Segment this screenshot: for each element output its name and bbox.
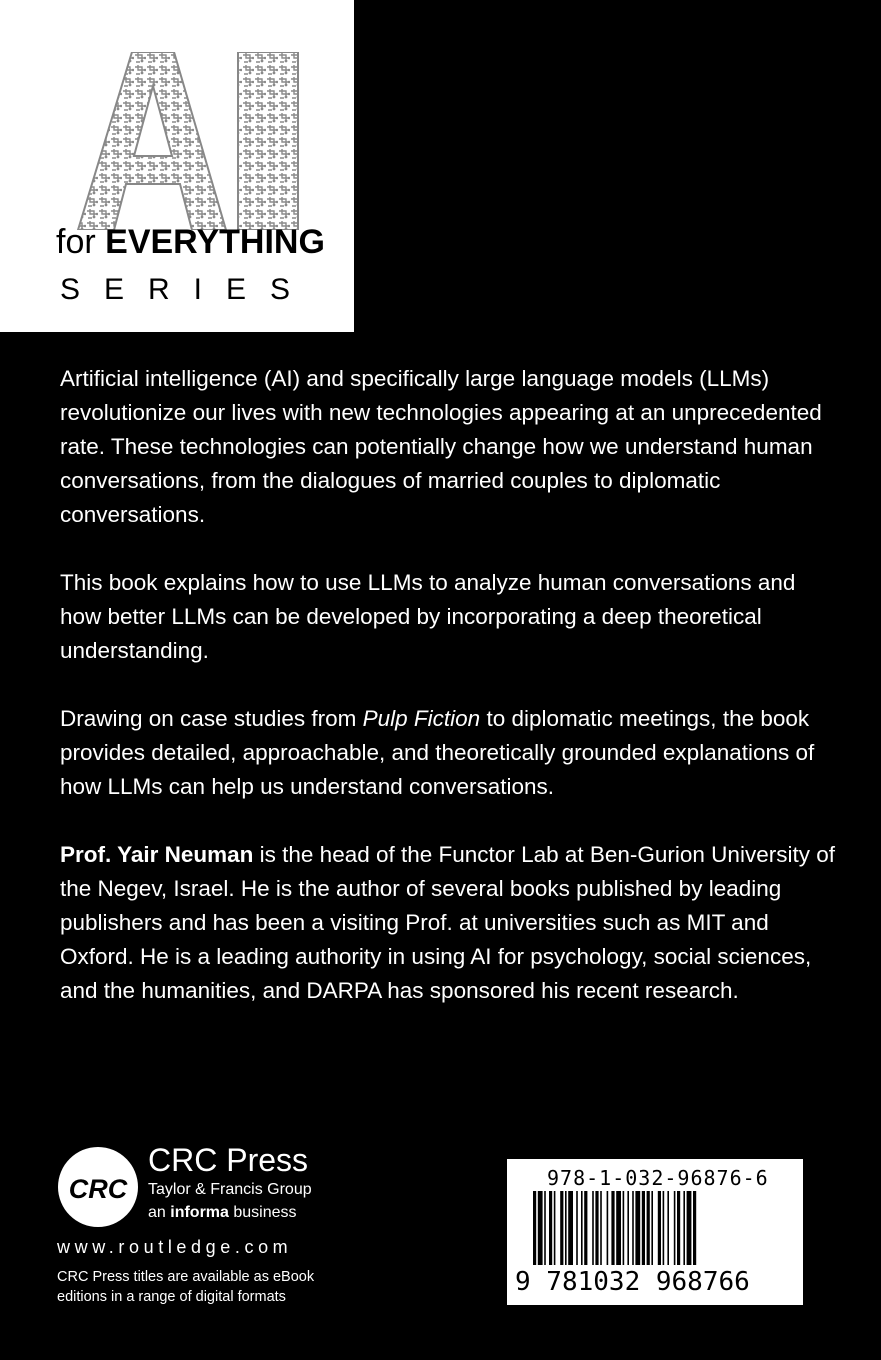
barcode-bar — [595, 1191, 598, 1265]
series-everything-word: EVERYTHING — [105, 223, 325, 261]
barcode-bar — [584, 1191, 587, 1265]
barcode-bar — [623, 1191, 625, 1265]
barcode-bar — [635, 1191, 640, 1265]
series-logo-panel — [0, 0, 354, 332]
ai-circuit-logo — [74, 52, 302, 230]
blurb-paragraph-1: Artificial intelligence (AI) and specifically large language models (LLMs) revolutionize our lives with new technologies appearing at an unprecedented rate. These technologies can potentially change how we understand human conversations, from the dialogues of married couples to diplomatic conversations. — [60, 366, 822, 527]
barcode-bar — [627, 1191, 629, 1265]
barcode-bar — [565, 1191, 567, 1265]
crc-logo-text: CRC — [68, 1174, 128, 1204]
barcode-bar — [581, 1191, 583, 1265]
publisher-url: www.routledge.com — [57, 1237, 293, 1257]
barcode-bar — [544, 1191, 546, 1265]
barcode-bar — [677, 1191, 680, 1265]
p3-text-end: to diplomatic meetings, the book provides detailed, approachable, and theoretically grounded explanations of how LLMs can help us understand conversations. — [60, 706, 815, 799]
barcode-digits: 9 781032 968766 — [515, 1265, 799, 1299]
blurb-paragraph-3 — [60, 702, 840, 804]
barcode-bar — [663, 1191, 665, 1265]
barcode-bar — [642, 1191, 645, 1265]
barcode-bar — [658, 1191, 661, 1265]
barcode-bar — [674, 1191, 676, 1265]
barcode-bar — [554, 1191, 556, 1265]
back-cover-blurb — [60, 362, 840, 1008]
film-title: Pulp Fiction — [362, 706, 481, 731]
crc-logo — [57, 1146, 139, 1228]
barcode-bar — [632, 1191, 634, 1265]
informa-brand: informa — [170, 1204, 229, 1221]
isbn-number: 978-1-032-96876-6 — [547, 1166, 769, 1190]
series-for-word: for — [56, 223, 96, 261]
informa-prefix: an — [148, 1204, 171, 1221]
barcode-bar — [687, 1191, 692, 1265]
barcode-bar — [592, 1191, 594, 1265]
informa-suffix: business — [228, 1204, 297, 1221]
p3-text-start: Drawing on case studies from — [60, 706, 363, 731]
publisher-informa-line — [148, 1203, 297, 1223]
ebook-note: CRC Press titles are available as eBook editions in a range of digital formats — [57, 1269, 315, 1305]
barcode-bar — [600, 1191, 602, 1265]
barcode-bar — [568, 1191, 573, 1265]
barcode-bar — [667, 1191, 669, 1265]
author-name: Prof. Yair Neuman — [60, 842, 254, 867]
author-bio — [60, 838, 840, 1008]
barcode-bar — [611, 1191, 614, 1265]
series-subtitle: SERIES — [60, 273, 315, 306]
barcode-bar — [576, 1191, 578, 1265]
barcode-bar — [607, 1191, 609, 1265]
isbn-barcode — [507, 1159, 803, 1305]
barcode-bar — [651, 1191, 653, 1265]
barcode-bar — [683, 1191, 685, 1265]
author-bio-text: is the head of the Functor Lab at Ben-Gurion University of the Negev, Israel. He is the author of several books published by leading publishers and has been a visiting Prof. at universities such as MIT and Oxford. He is a leading authority in using AI for psychology, social sciences, and the humanities, and DARPA has sponsored his recent research. — [60, 842, 835, 1003]
publisher-group: Taylor & Francis Group — [148, 1181, 312, 1198]
publisher-name: CRC Press — [148, 1142, 309, 1178]
blurb-paragraph-2: This book explains how to use LLMs to analyze human conversations and how better LLMs can be developed by incorporating a deep theoretical understanding. — [60, 570, 796, 663]
barcode-bar — [560, 1191, 563, 1265]
barcode-bar — [549, 1191, 552, 1265]
series-title — [56, 222, 336, 262]
barcode-bar — [647, 1191, 650, 1265]
